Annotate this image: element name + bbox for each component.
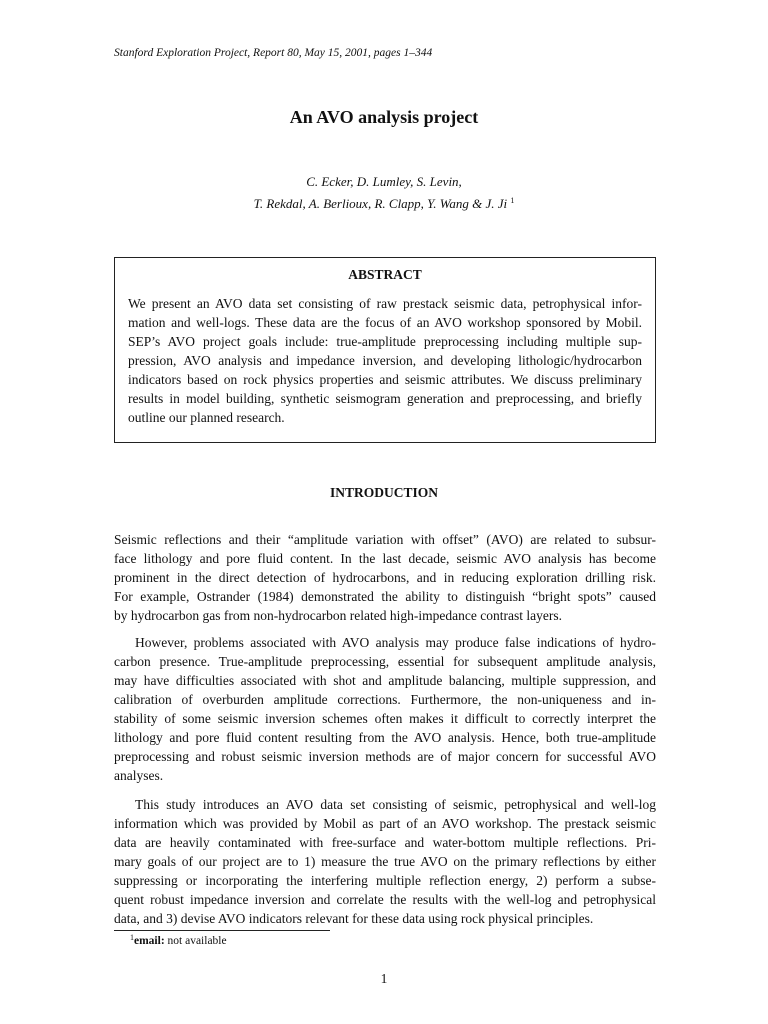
paragraph-line: Seismic reflections and their “amplitude variation with offset” (AVO) are related to subsur- bbox=[114, 532, 656, 547]
paragraph-line: analyses. bbox=[114, 768, 164, 783]
running-header: Stanford Exploration Project, Report 80, May 15, 2001, pages 1–344 bbox=[114, 47, 433, 59]
author-line-2-text: T. Rekdal, A. Berlioux, R. Clapp, Y. Wang & J. Ji bbox=[253, 196, 508, 211]
abstract-line: pression, AVO analysis and impedance inversion, and developing lithologic/hydrocarbon bbox=[128, 353, 642, 368]
abstract-line: We present an AVO data set consisting of raw prestack seismic data, petrophysical infor- bbox=[128, 296, 642, 311]
abstract-line: indicators based on rock physics properties and seismic attributes. We discuss preliminary bbox=[128, 372, 642, 387]
footnote bbox=[130, 933, 227, 947]
section-heading-introduction: INTRODUCTION bbox=[329, 485, 438, 500]
body-paragraph-1 bbox=[114, 530, 656, 625]
paragraph-line: lithology and pore fluid content resulting from the AVO analysis. Hence, both true-amplitude bbox=[114, 730, 656, 745]
paragraph-line: information which was provided by Mobil as part of an AVO workshop. The prestack seismic bbox=[114, 816, 656, 831]
paragraph-line: carbon presence. True-amplitude preprocessing, essential for subsequent amplitude analysis, bbox=[114, 654, 656, 669]
abstract-line: results in model building, synthetic seismogram generation and preprocessing, and briefly bbox=[128, 391, 642, 406]
abstract-line: outline our planned research. bbox=[128, 410, 285, 425]
paragraph-line: data are heavily contaminated with free-surface and water-bottom multiple reflections. Pri- bbox=[114, 835, 656, 850]
abstract-text bbox=[128, 294, 642, 427]
paragraph-line: may have difficulties associated with shot and amplitude balancing, multiple suppression, and bbox=[114, 673, 656, 688]
paragraph-line: However, problems associated with AVO analysis may produce false indications of hydro- bbox=[135, 635, 656, 650]
paragraph-line: preprocessing and robust seismic inversion methods are of major concern for successful AVO bbox=[114, 749, 656, 764]
paragraph-line: For example, Ostrander (1984) demonstrated the ability to distinguish “bright spots” caused bbox=[114, 589, 656, 604]
paragraph-line: quent robust impedance inversion and correlate the results with the well-log and petrophysical bbox=[114, 892, 656, 907]
body-paragraph-3 bbox=[114, 795, 656, 928]
paragraph-line: mary goals of our project are to 1) measure the true AVO on the primary reflections by either bbox=[114, 854, 656, 869]
paragraph-line: suppressing or incorporating the interfering multiple reflection energy, 2) perform a subse- bbox=[114, 873, 656, 888]
abstract-line: mation and well-logs. These data are the focus of an AVO workshop sponsored by Mobil. bbox=[128, 315, 642, 330]
paragraph-line: face lithology and pore fluid content. In the last decade, seismic AVO analysis has become bbox=[114, 551, 656, 566]
paragraph-line: prominent in the direct detection of hydrocarbons, and in reducing exploration drilling risk. bbox=[114, 570, 656, 585]
footnote-rule bbox=[114, 930, 330, 931]
footnote-label: email: bbox=[134, 935, 165, 947]
paragraph-line: data, and 3) devise AVO indicators relevant for these data using rock physical principles. bbox=[114, 911, 594, 926]
abstract-box bbox=[114, 257, 656, 443]
abstract-heading: ABSTRACT bbox=[348, 267, 422, 282]
paragraph-line: by hydrocarbon gas from non-hydrocarbon related high-impedance contrast layers. bbox=[114, 608, 562, 623]
author-footnote-mark: 1 bbox=[510, 196, 515, 205]
paragraph-line: calibration of overburden amplitude corrections. Furthermore, the non-uniqueness and in- bbox=[114, 692, 656, 707]
paragraph-line: stability of some seismic inversion schemes often makes it difficult to correctly interpret the bbox=[114, 711, 656, 726]
author-line-2 bbox=[0, 191, 768, 213]
paragraph-line: This study introduces an AVO data set consisting of seismic, petrophysical and well-log bbox=[135, 797, 656, 812]
author-line-1: C. Ecker, D. Lumley, S. Levin, bbox=[306, 174, 462, 189]
author-list bbox=[0, 172, 768, 213]
page-number: 1 bbox=[380, 971, 388, 986]
footnote-text: not available bbox=[167, 935, 227, 947]
body-paragraph-2 bbox=[114, 633, 656, 785]
abstract-line: SEP’s AVO project goals include: true-amplitude preprocessing including multiple sup- bbox=[128, 334, 642, 349]
footnote-mark: 1 bbox=[130, 933, 134, 942]
paper-title: An AVO analysis project bbox=[289, 107, 479, 127]
